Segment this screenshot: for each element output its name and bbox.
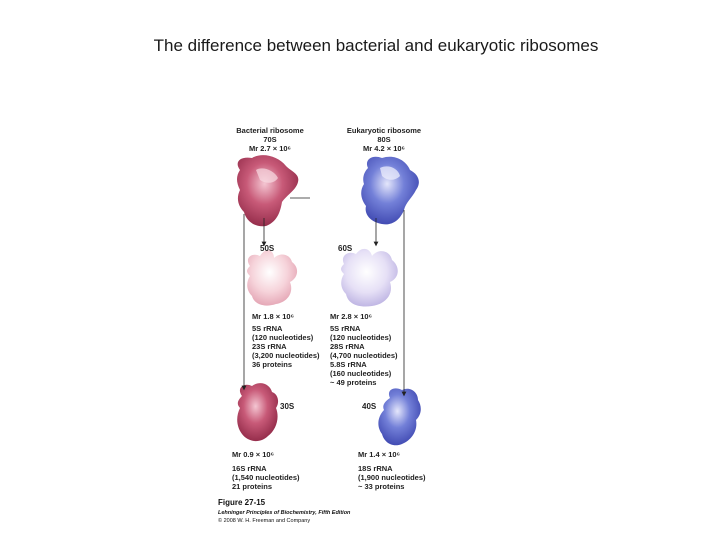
composition-line: (3,200 nucleotides) [252, 351, 320, 360]
slide-title: The difference between bacterial and eukaryotic ribosomes [153, 36, 599, 55]
composition-line: ~ 33 proteins [358, 482, 405, 491]
bacterial-small-subunit-label: 30S [280, 402, 295, 411]
eukaryotic-header-name: Eukaryotic ribosome [346, 126, 422, 135]
composition-line: (120 nucleotides) [252, 333, 314, 342]
eukaryotic-header [322, 126, 446, 153]
eukaryotic-small-composition [358, 464, 426, 491]
composition-line: ~ 49 proteins [330, 378, 377, 387]
bacterial-header-svedberg: 70S [263, 135, 277, 144]
composition-line: 21 proteins [232, 482, 273, 491]
eukaryotic-60s-subunit [341, 249, 398, 307]
bacterial-70s-ribosome [237, 155, 298, 226]
composition-line: 16S rRNA [232, 464, 267, 473]
eukaryotic-large-composition [330, 324, 398, 387]
bacterial-large-mr: Mr 1.8 × 10⁶ [252, 312, 295, 321]
bacterial-50s-subunit [247, 250, 297, 306]
eukaryotic-small-mr: Mr 1.4 × 10⁶ [358, 450, 401, 459]
eukaryotic-40s-subunit [378, 388, 420, 445]
composition-line: 18S rRNA [358, 464, 393, 473]
composition-line: 5S rRNA [330, 324, 361, 333]
eukaryotic-header-mr: Mr 4.2 × 10⁶ [362, 144, 406, 153]
eukaryotic-80s-ribosome [361, 157, 419, 225]
bacterial-small-composition [232, 464, 300, 491]
ribosome-figure [200, 118, 480, 530]
figure-number: Figure 27-15 [218, 498, 266, 507]
composition-line: 23S rRNA [252, 342, 287, 351]
eukaryotic-large-subunit-label: 60S [338, 244, 353, 253]
eukaryotic-header-svedberg: 80S [377, 135, 391, 144]
composition-line: 36 proteins [252, 360, 293, 369]
figure-source: Lehninger Principles of Biochemistry, Fifth Edition [218, 510, 351, 516]
bacterial-30s-subunit [237, 383, 278, 441]
composition-line: (4,700 nucleotides) [330, 351, 398, 360]
composition-line: (1,540 nucleotides) [232, 473, 300, 482]
figure-copyright: © 2008 W. H. Freeman and Company [218, 518, 311, 524]
composition-line: 5.8S rRNA [330, 360, 367, 369]
composition-line: (1,900 nucleotides) [358, 473, 426, 482]
eukaryotic-large-mr: Mr 2.8 × 10⁶ [330, 312, 373, 321]
bacterial-header [208, 126, 332, 153]
composition-line: (160 nucleotides) [330, 369, 392, 378]
composition-line: 5S rRNA [252, 324, 283, 333]
bacterial-large-composition [252, 324, 320, 369]
bacterial-header-name: Bacterial ribosome [236, 126, 304, 135]
bacterial-header-mr: Mr 2.7 × 10⁶ [248, 144, 292, 153]
composition-line: (120 nucleotides) [330, 333, 392, 342]
eukaryotic-small-subunit-label: 40S [362, 402, 377, 411]
bacterial-small-mr: Mr 0.9 × 10⁶ [232, 450, 275, 459]
bacterial-large-subunit-label: 50S [260, 244, 275, 253]
composition-line: 28S rRNA [330, 342, 365, 351]
